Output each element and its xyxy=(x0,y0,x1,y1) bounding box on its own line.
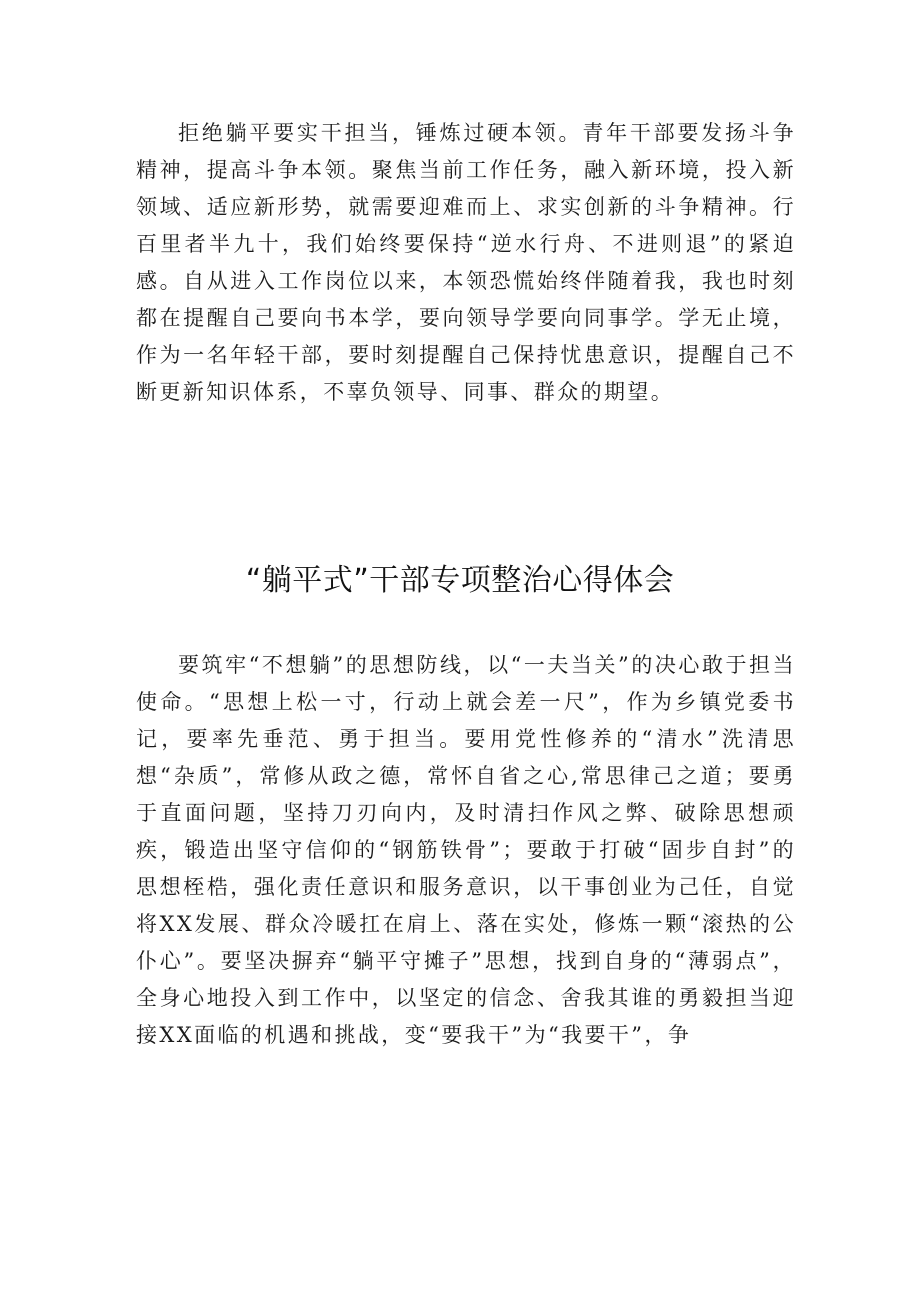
body-paragraph: 要筑牢“不想躺”的思想防线，以“一夫当关”的决心敢于担当使命。“思想上松一寸，行动上就会差一尺”，作为乡镇党委书记，要率先垂范、勇于担当。要用党性修养的“清水”洗清思想“杂质”，常修从政之德，常怀自省之心,常思律己之道；要勇于直面问题，坚持刀刃向内，及时清扫作风之弊、破除思想顽疾，锻造出坚守信仰的“钢筋铁骨”；要敢于打破“固步自封”的思想桎梏，强化责任意识和服务意识，以干事创业为己任，自觉将XX发展、群众冷暖扛在肩上、落在实处，修炼一颗“滚热的公仆心”。要坚决摒弃“躺平守摊子”思想，找到自身的“薄弱点”，全身心地投入到工作中，以坚定的信念、舍我其谁的勇毅担当迎接XX面临的机遇和挑战，变“要我干”为“我要干”，争 xyxy=(136,653,796,1047)
section-title: “躺平式”干部专项整治心得体会 xyxy=(245,563,675,598)
body-paragraph: 拒绝躺平要实干担当，锤炼过硬本领。青年干部要发扬斗争精神，提高斗争本领。聚焦当前工作任务，融入新环境，投入新领域、适应新形势，就需要迎难而上、求实创新的斗争精神。行百里者半九十，我们始终要保持“逆水行舟、不进则退”的紧迫感。自从进入工作岗位以来，本领恐慌始终伴随着我，我也时刻都在提醒自己要向书本学，要向领导学要向同事学。学无止境，作为一名年轻干部，要时刻提醒自己保持忧患意识，提醒自己不断更新知识体系，不辜负领导、同事、群众的期望。 xyxy=(136,121,796,404)
